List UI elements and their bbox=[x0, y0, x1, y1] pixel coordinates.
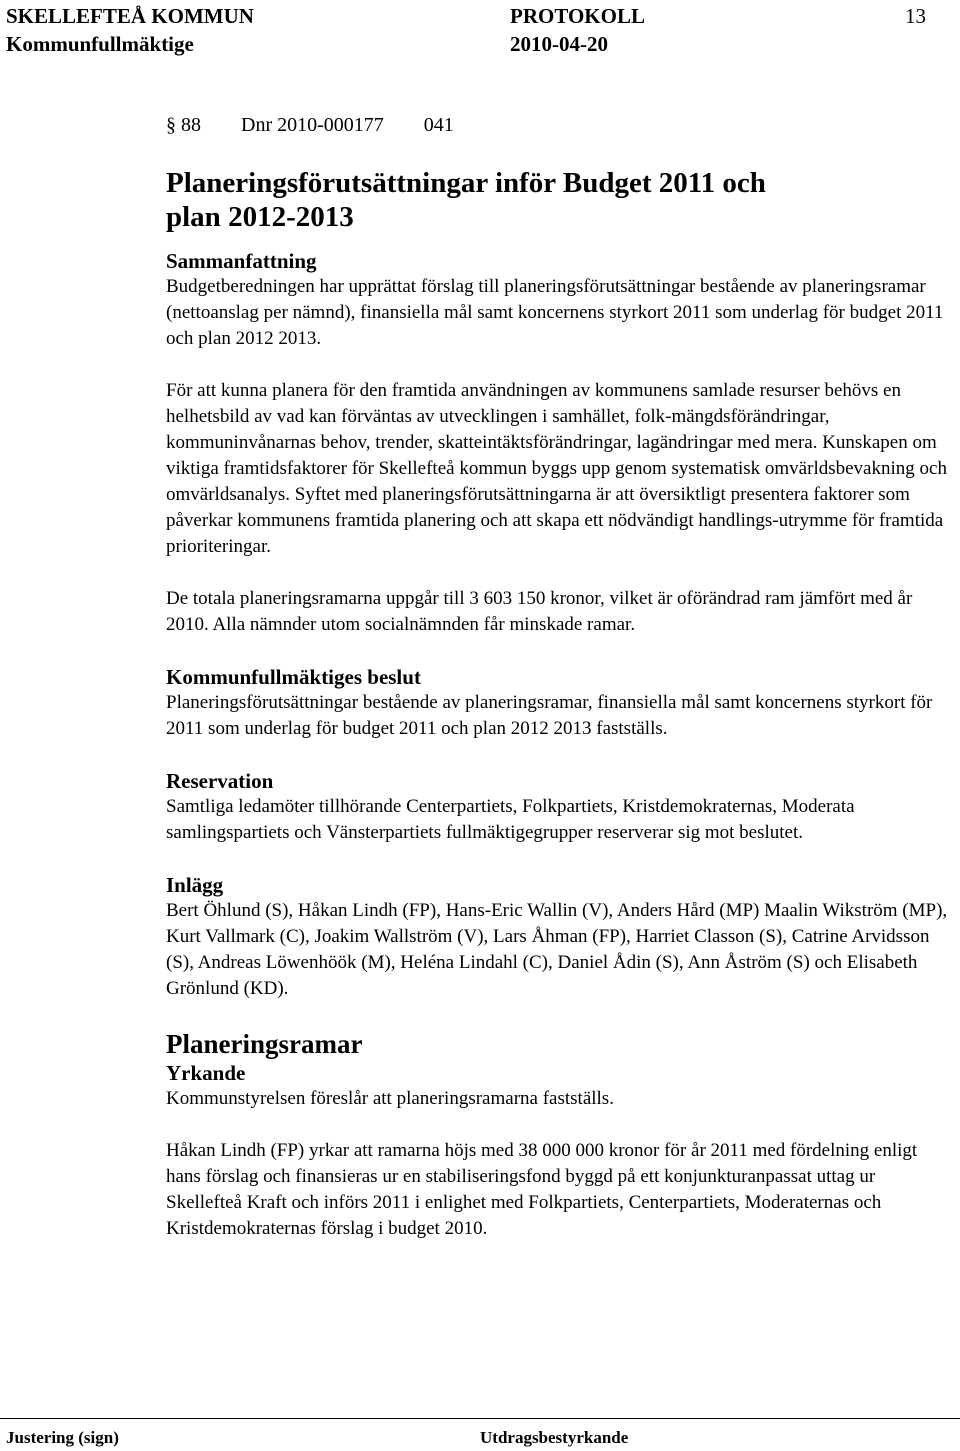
reservation-heading: Reservation bbox=[166, 769, 274, 793]
sammanfattning-heading: Sammanfattning bbox=[166, 249, 317, 273]
case-number: 88 bbox=[181, 114, 201, 136]
inlagg-text: Bert Öhlund (S), Håkan Lindh (FP), Hans-Eric Wallin (V), Anders Hård (MP) Maalin Wikström (MP), Kurt Vallmark (C), Joakim Wallström (V), Lars Åhman (FP), Harriet Classon (S), Catrine Arvidsson (S), Andreas Löwenhöök (M), Heléna Lindahl (C), Daniel Ådin (S), Ann Åström (S) och Elisabeth Grönlund (KD). bbox=[166, 900, 948, 999]
case-dnr: Dnr 2010-000177 bbox=[241, 114, 384, 136]
sammanfattning-paragraph-2: För att kunna planera för den framtida användningen av kommunens samlade resurser behövs en helhetsbild av vad kan förväntas av utvecklingen i samhället, folk-mängdsförändringar, kommuninvånarnas behov, trender, skatteintäktsförändringar, lagändringar med mera. Kunskapen om viktiga framtidsfaktorer för Skellefteå kommun byggs upp genom systematisk omvärldsbevakning och omvärldsanalys. Syftet med planeringsförutsättningarna är att översiktligt presentera faktorer som påverkar kommunens framtida planering och att skapa ett nödvändigt handlings-utrymme för framtida prioriteringar. bbox=[166, 380, 947, 557]
header-body: Kommunfullmäktige bbox=[6, 32, 194, 56]
page-number: 13 bbox=[905, 4, 926, 28]
footer-justering: Justering (sign) bbox=[6, 1428, 119, 1447]
footer-utdragsbestyrkande: Utdragsbestyrkande bbox=[480, 1428, 629, 1447]
footer-divider bbox=[0, 1418, 960, 1419]
sammanfattning-paragraph-3: De totala planeringsramarna uppgår till 3 603 150 kronor, vilket är oförändrad ram jämfört med år 2010. Alla nämnder utom socialnämnden får minskade ramar. bbox=[166, 588, 913, 635]
yrkande-paragraph-1: Kommunstyrelsen föreslår att planeringsramarna fastställs. bbox=[166, 1088, 614, 1109]
document-body bbox=[166, 112, 951, 1242]
page-title: Planeringsförutsättningar inför Budget 2011 och plan 2012-2013 bbox=[166, 167, 766, 233]
beslut-heading: Kommunfullmäktiges beslut bbox=[166, 665, 421, 689]
reservation-text: Samtliga ledamöter tillhörande Centerpartiets, Folkpartiets, Kristdemokraternas, Moderata samlingspartiets och Vänsterpartiets fullmäktigegrupper reserverar sig mot beslutet. bbox=[166, 796, 855, 843]
sammanfattning-paragraph-1: Budgetberedningen har upprättat förslag till planeringsförutsättningar bestående av planeringsramar (nettoanslag per nämnd), finansiella mål samt koncernens styrkort 2011 som underlag för budget 2011 och plan 2012 2013. bbox=[166, 276, 944, 349]
header-org: SKELLEFTEÅ KOMMUN bbox=[6, 4, 254, 28]
header-doc-type: PROTOKOLL bbox=[510, 4, 645, 28]
header-date: 2010-04-20 bbox=[510, 32, 608, 56]
case-code: 041 bbox=[423, 114, 454, 136]
yrkande-paragraph-2: Håkan Lindh (FP) yrkar att ramarna höjs med 38 000 000 kronor för år 2011 med fördelning enligt hans förslag och finansieras ur en stabiliseringsfond byggd på ett konjunkturanpassat uttag ur Skellefteå Kraft och införs 2011 i enlighet med Folkpartiets, Centerpartiets, Moderaternas och Kristdemokraternas förslag i budget 2010. bbox=[166, 1140, 918, 1239]
planeringsramar-heading: Planeringsramar bbox=[166, 1029, 363, 1059]
case-line bbox=[166, 112, 951, 138]
inlagg-heading: Inlägg bbox=[166, 873, 224, 897]
section-symbol: § bbox=[166, 114, 176, 136]
yrkande-heading: Yrkande bbox=[166, 1061, 246, 1085]
beslut-text: Planeringsförutsättningar bestående av planeringsramar, finansiella mål samt koncernens styrkort för 2011 som underlag för budget 2011 och plan 2012 2013 fastställs. bbox=[166, 692, 933, 739]
